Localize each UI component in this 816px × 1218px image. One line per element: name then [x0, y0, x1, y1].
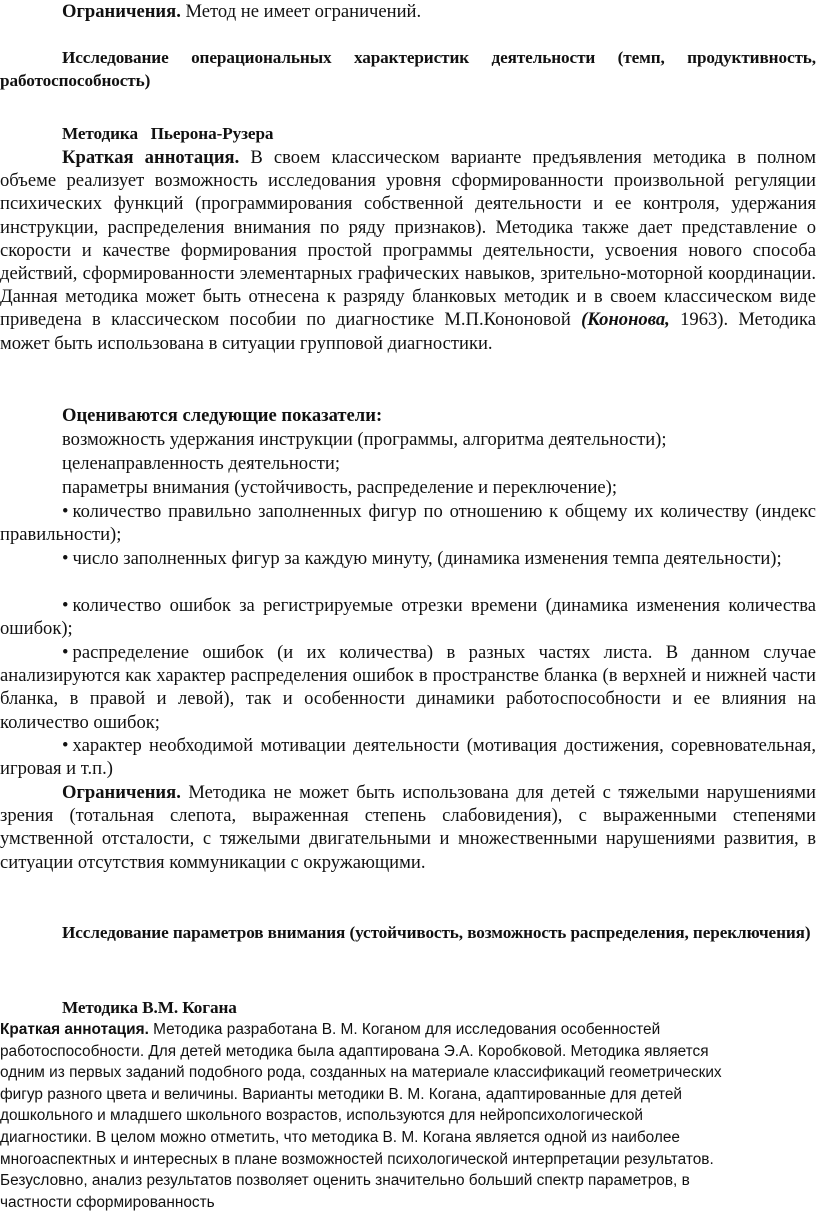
list-item — [0, 428, 816, 451]
annotation-line — [0, 1149, 816, 1171]
annotation-line-text: дошкольного и младшего школьного возрастов, используются для нейропсихологической — [0, 1107, 644, 1125]
annotation-line-text: одним из первых заданий подобного рода, созданных на материале классификаций геометрических — [0, 1064, 722, 1082]
annotation-line-text: фигур разного цвета и величины. Варианты методики В. М. Когана, адаптированные для детей — [0, 1085, 683, 1103]
citation-author: (Кононова, — [581, 309, 670, 331]
list-item — [0, 734, 816, 780]
annotation-line — [0, 1127, 816, 1149]
list-item — [0, 594, 816, 640]
list-item — [0, 641, 816, 734]
annotation-line — [0, 1192, 816, 1214]
limitation-text: Методика не может быть использована для детей с тяжелыми нарушениями зрения (тотальная слепота, выраженная степень слабовидения), с выраженными степенями умственной отсталости, с тяжелыми двигательными и множественными нарушениями развития, в ситуации отсутствия коммуникации с окружающими. — [0, 782, 816, 873]
indicators-heading — [0, 404, 816, 427]
list-item-text: целенаправленность деятельности; — [62, 453, 341, 474]
method-title-text: Методика Пьерона-Рузера — [62, 124, 274, 143]
citation-rest: 1963). Методика может быть использована в ситуации групповой диагностики. — [0, 309, 816, 354]
annotation-line-text: диагностики. В целом можно отметить, что методика В. М. Когана является одной из наиболее — [0, 1128, 680, 1146]
bullet-icon — [62, 595, 73, 616]
list-item — [0, 500, 816, 546]
section-heading-text: Исследование операциональных характеристик деятельности (темп, продуктивность, работоспособность) — [0, 48, 816, 90]
list-item — [0, 476, 816, 499]
list-item — [0, 547, 816, 570]
annotation-line-text: работоспособности. Для детей методика была адаптирована Э.А. Коробковой. Методика является — [0, 1042, 709, 1060]
method-title-text: Методика В.М. Когана — [62, 998, 237, 1017]
list-item-text: количество правильно заполненных фигур по отношению к общему их количеству (индекс правильности); — [0, 501, 816, 546]
bullet-icon — [62, 642, 73, 663]
bullet-icon — [62, 548, 73, 569]
list-item — [0, 452, 816, 475]
annotation-label: Краткая аннотация. — [62, 147, 240, 168]
limitation-label: Ограничения. — [62, 782, 181, 803]
list-item-text: возможность удержания инструкции (программы, алгоритма деятельности); — [62, 429, 667, 450]
section-heading-text: Исследование параметров внимания (устойчивость, возможность распределения, переключения) — [62, 923, 811, 942]
method-title — [0, 122, 816, 145]
annotation-paragraph — [0, 1019, 816, 1213]
bullet-icon — [62, 735, 73, 756]
list-item-text: параметры внимания (устойчивость, распределение и переключение); — [62, 477, 618, 498]
limitation-label: Ограничения. — [62, 1, 181, 22]
bullet-icon — [62, 501, 73, 522]
list-item-text: характер необходимой мотивации деятельности (мотивация достижения, соревновательная, игровая и т.п.) — [0, 735, 816, 780]
annotation-text: В своем классическом варианте предъявления методика в полном объеме реализует возможность исследования уровня сформированности произвольной регуляции психических функций (программирования собственной деятельности и ее контроля, удержания инструкции, распределения внимания по ряду признаков). Методика также дает представление о скорости и качестве формирования простой программы деятельности, усвоения нового способа действий, сформированности элементарных графических навыков, зрительно-моторной координации. Данная методика может быть отнесена к разряду бланковых методик и в своем классическом виде приведена в классическом пособии по диагностике М.П.Кононовой — [0, 147, 816, 331]
annotation-line-text: многоаспектных и интересных в плане возможностей психологической интерпретации результатов. — [0, 1150, 714, 1168]
list-item-text: количество ошибок за регистрируемые отрезки времени (динамика изменения количества ошибок); — [0, 595, 816, 640]
limitation-paragraph — [0, 781, 816, 874]
annotation-line — [0, 1084, 816, 1106]
list-item-text: распределение ошибок (и их количества) в разных частях листа. В данном случае анализируются как характер распределения ошибок в пространстве бланка (в верхней и нижней части бланка, в правой и левой), так и особенности динамики работоспособности и ее влияния на количество ошибок; — [0, 642, 816, 733]
list-item-text: число заполненных фигур за каждую минуту, (динамика изменения темпа деятельности); — [72, 548, 782, 569]
method-title — [0, 996, 816, 1019]
annotation-line — [0, 1041, 816, 1063]
annotation-line — [0, 1105, 816, 1127]
indicators-heading-text: Оцениваются следующие показатели: — [62, 405, 383, 426]
limitation-text: Метод не имеет ограничений. — [180, 1, 422, 22]
section-heading — [0, 46, 816, 92]
annotation-line-text: Методика разработана В. М. Коганом для исследования особенностей — [148, 1021, 661, 1038]
intro-limitation — [0, 0, 816, 23]
annotation-line-text: частности сформированность — [0, 1193, 215, 1211]
section-heading — [0, 921, 816, 944]
annotation-paragraph — [0, 146, 816, 355]
annotation-line — [0, 1062, 816, 1084]
annotation-line — [0, 1170, 816, 1192]
annotation-label: Краткая аннотация. — [0, 1021, 149, 1038]
annotation-line-text: Безусловно, анализ результатов позволяет оценить значительно больший спектр параметров, в — [0, 1172, 690, 1190]
annotation-line — [0, 1019, 816, 1041]
